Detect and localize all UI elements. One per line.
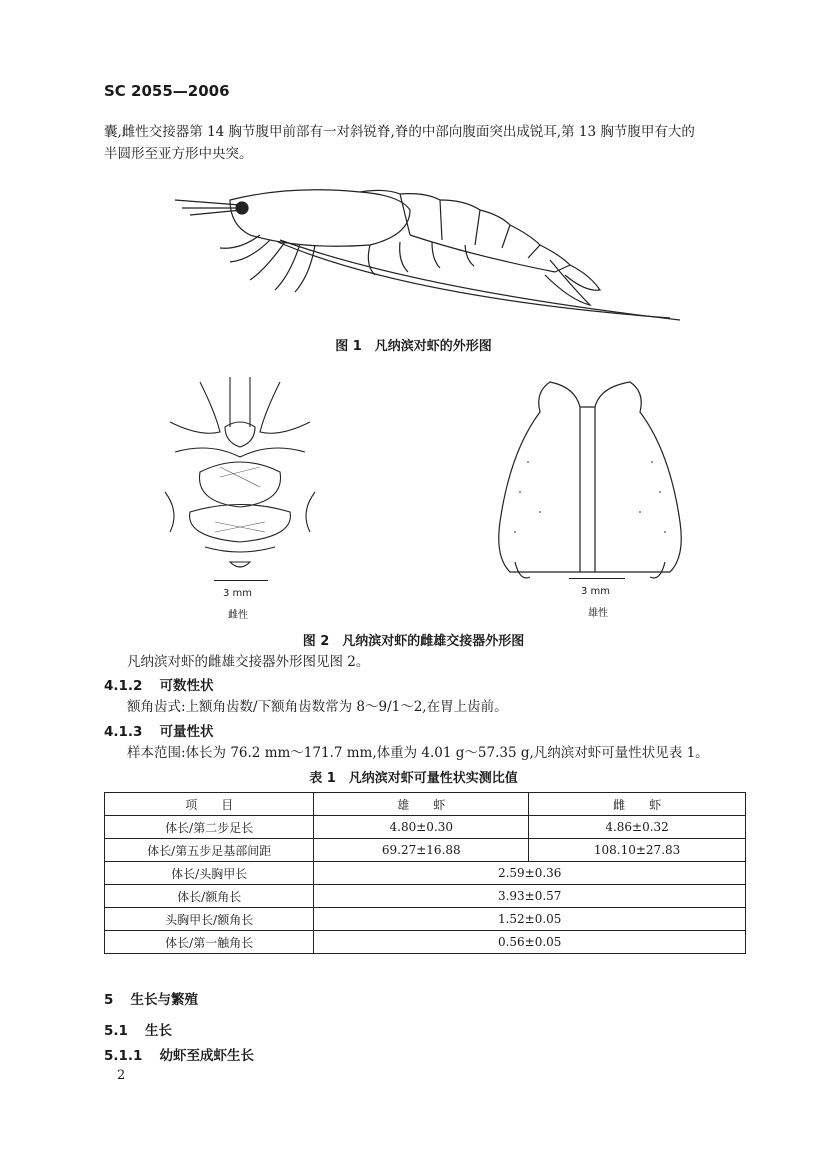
section-title: 生长	[145, 1023, 173, 1039]
table-cell: 体长/第二步足长	[105, 816, 314, 839]
intro-line-1: 囊,雌性交接器第 14 胸节腹甲前部有一对斜锐脊,脊的中部向腹面突出成锐耳,第 13 胸节腹甲有大的	[104, 124, 695, 140]
table-cell: 4.80±0.30	[314, 816, 529, 839]
page-number: 2	[117, 1068, 126, 1083]
section-number: 4.1.3	[104, 724, 143, 740]
table-cell: 头胸甲长/额角长	[105, 908, 314, 931]
paragraph-4-1-2: 额角齿式:上额角齿数/下额角齿数常为 8～9/1～2,在胃上齿前。	[127, 699, 508, 715]
shrimp-illustration	[170, 180, 690, 325]
table-1	[104, 792, 746, 954]
table-cell: 体长/第五步足基部间距	[105, 839, 314, 862]
right-scale-bar: 3 mm	[581, 586, 611, 597]
table-cell: 体长/第一触角长	[105, 931, 314, 954]
table-row	[105, 885, 746, 908]
left-figure-label: 雌性	[228, 610, 248, 621]
table-cell: 体长/头胸甲长	[105, 862, 314, 885]
table-header: 雄 虾	[314, 793, 529, 816]
female-thelycum-illustration	[160, 372, 320, 582]
section-number: 5.1.1	[104, 1048, 143, 1064]
figure-1-caption: 图 1 凡纳滨对虾的外形图	[335, 339, 492, 354]
figure-2-caption: 图 2 凡纳滨对虾的雌雄交接器外形图	[302, 634, 525, 649]
table-row	[105, 839, 746, 862]
table-header: 项 目	[105, 793, 314, 816]
table-cell: 1.52±0.05	[314, 908, 746, 931]
table-header: 雌 虾	[529, 793, 746, 816]
intro-line-2: 半圆形至亚方形中央突。	[104, 146, 253, 162]
table-cell: 0.56±0.05	[314, 931, 746, 954]
section-title: 生长与繁殖	[130, 992, 198, 1008]
left-scale-bar: 3 mm	[223, 588, 253, 599]
figure-2-reference: 凡纳滨对虾的雌雄交接器外形图见图 2。	[127, 654, 370, 670]
table-row	[105, 908, 746, 931]
table-1-caption: 表 1 凡纳滨对虾可量性状实测比值	[309, 771, 518, 786]
table-cell: 4.86±0.32	[529, 816, 746, 839]
section-number: 5	[104, 992, 114, 1008]
male-petasma-illustration	[480, 372, 700, 587]
section-title: 可数性状	[159, 678, 214, 694]
section-title: 可量性状	[159, 724, 214, 740]
table-row	[105, 931, 746, 954]
table-row	[105, 862, 746, 885]
paragraph-4-1-3: 样本范围:体长为 76.2 mm～171.7 mm,体重为 4.01 g～57.35 g,凡纳滨对虾可量性状见表 1。	[127, 745, 709, 761]
section-title: 幼虾至成虾生长	[159, 1048, 255, 1064]
section-number: 4.1.2	[104, 678, 143, 694]
table-cell: 3.93±0.57	[314, 885, 746, 908]
table-row	[105, 816, 746, 839]
table-cell: 69.27±16.88	[314, 839, 529, 862]
table-cell: 体长/额角长	[105, 885, 314, 908]
document-code: SC 2055—2006	[104, 82, 230, 100]
table-cell: 108.10±27.83	[529, 839, 746, 862]
table-cell: 2.59±0.36	[314, 862, 746, 885]
section-number: 5.1	[104, 1023, 128, 1039]
table-header-row	[105, 793, 746, 816]
right-figure-label: 雄性	[588, 608, 608, 619]
